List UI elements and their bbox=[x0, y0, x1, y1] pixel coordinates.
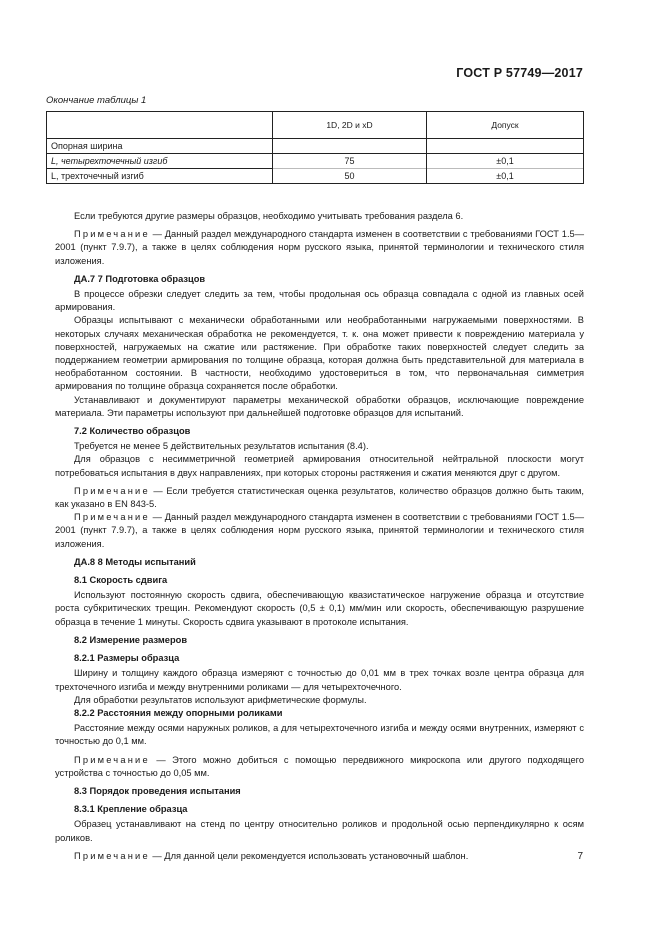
table-row bbox=[47, 169, 584, 184]
note-label: Примечание bbox=[74, 512, 150, 523]
table-header-cell bbox=[47, 112, 273, 139]
document-body bbox=[55, 210, 584, 863]
paragraph: Устанавливают и документируют параметры механической обработки образцов, исключающие повреждение материала. Эти параметры используют при дальнейшей подготовке образцов для испытаний. bbox=[55, 394, 584, 418]
note bbox=[55, 228, 584, 268]
table-cell bbox=[273, 139, 427, 154]
section-heading: ДА.7 7 Подготовка образцов bbox=[74, 273, 206, 284]
note-text: — Этого можно добиться с помощью передвижного микроскопа или другого подходящего устройства с точностью до 0,05 мм. bbox=[55, 754, 584, 778]
table-cell-text: L, четырехточечный изгиб bbox=[51, 156, 168, 166]
section-heading: 8.3 Порядок проведения испытания bbox=[74, 785, 241, 796]
note bbox=[55, 754, 584, 780]
note bbox=[55, 850, 584, 863]
table-cell: 75 bbox=[273, 154, 427, 169]
note bbox=[55, 511, 584, 551]
table-row bbox=[47, 139, 584, 154]
section-heading: 8.2 Измерение размеров bbox=[74, 634, 188, 645]
paragraph: Образцы испытывают с механически обработанными или необработанными нагружаемыми поверхностями. В некоторых случаях механическая обработка не рекомендуется, т. к. она может привести к повреждению материала у поверхностей, нагружаемых на сжатие или растяжение. При обработке таких поверхностей следует следить за поддержанием геометрии армирования по толщине образца, которая должна быть представительной для материала в необработанном состоянии. В частности, необходимо удостовериться в том, что первоначальная симметрия армирования по толщине образца сохраняется после обработки. bbox=[55, 315, 584, 392]
section-heading: 8.2.2 Расстояния между опорными роликами bbox=[74, 707, 283, 718]
note-label: Примечание bbox=[74, 485, 150, 496]
table-cell bbox=[427, 139, 584, 154]
page-number: 7 bbox=[577, 851, 583, 862]
note-text: — Данный раздел международного стандарта изменен в соответствии с требованиями ГОСТ 1.5—2001 (пункт 7.9.7), а также в целях соблюдения норм русского языка, принятой терминологии и технического стиля изложения. bbox=[55, 229, 584, 266]
note-label: Примечание bbox=[74, 850, 150, 861]
table-cell: L, трехточечный изгиб bbox=[47, 169, 273, 184]
table-row bbox=[47, 154, 584, 169]
table-header-cell: Допуск bbox=[427, 112, 584, 139]
paragraph: В процессе обрезки следует следить за тем, чтобы продольная ось образца совпадала с одной из главных осей армирования. bbox=[55, 289, 584, 313]
section-heading: ДА.8 8 Методы испытаний bbox=[74, 556, 196, 567]
table-cell: Опорная ширина bbox=[47, 139, 273, 154]
dimensions-table bbox=[46, 111, 584, 184]
paragraph: Если требуются другие размеры образцов, необходимо учитывать требования раздела 6. bbox=[74, 211, 464, 221]
paragraph: Ширину и толщину каждого образца измеряют с точностью до 0,01 мм в трех точках возле центра образца для трехточечного изгиба и между внутренними роликами — для четырехточечного. bbox=[55, 668, 584, 692]
section-heading: 8.1 Скорость сдвига bbox=[74, 575, 168, 586]
paragraph: Используют постоянную скорость сдвига, обеспечивающую квазистатическое нагружение образца и отсутствие роста субкритических трещин. Рекомендуют скорость (0,5 ± 0,1) мм/мин или скорость, обеспечивающую разрушение образца в течение 1 минуты. Скорость сдвига указывают в протоколе испытания. bbox=[55, 590, 584, 627]
section-heading: 8.3.1 Крепление образца bbox=[74, 804, 188, 815]
table-header-row bbox=[47, 112, 584, 139]
table-cell: ±0,1 bbox=[427, 154, 584, 169]
note-text: — Для данной цели рекомендуется использовать установочный шаблон. bbox=[149, 850, 469, 861]
table-cell: 50 bbox=[273, 169, 427, 184]
table-cell: ±0,1 bbox=[427, 169, 584, 184]
document-header: ГОСТ Р 57749—2017 bbox=[456, 66, 583, 80]
table-caption: Окончание таблицы 1 bbox=[46, 95, 147, 106]
note-text: — Если требуется статистическая оценка результатов, количество образцов должно быть таким, как указано в EN 843-5. bbox=[55, 485, 584, 510]
paragraph: Для обработки результатов используют арифметические формулы. bbox=[74, 694, 367, 705]
table-header-cell: 1D, 2D и xD bbox=[273, 112, 427, 139]
note-label: Примечание bbox=[74, 229, 150, 240]
section-heading: 7.2 Количество образцов bbox=[74, 426, 191, 437]
paragraph: Требуется не менее 5 действительных результатов испытания (8.4). bbox=[74, 441, 369, 452]
paragraph: Образец устанавливают на стенд по центру относительно роликов и продольной осью перпендикулярно к осям роликов. bbox=[55, 819, 584, 843]
paragraph: Для образцов с несимметричной геометрией армирования относительной нейтральной плоскости могут потребоваться испытания в двух направлениях, при которых стороны растяжения и сжатия меняются друг с другом. bbox=[55, 454, 584, 478]
section-heading: 8.2.1 Размеры образца bbox=[74, 653, 180, 664]
note-label: Примечание bbox=[74, 754, 150, 765]
note bbox=[55, 485, 584, 511]
note-text: — Данный раздел международного стандарта изменен в соответствии с требованиями ГОСТ 1.5—2001 (пункт 7.9.7), а также в целях соблюдения норм русского языка, принятой терминологии и технического стиля изложения. bbox=[55, 512, 584, 549]
paragraph: Расстояние между осями наружных роликов, а для четырехточечного изгиба и между осями внутренних, измеряют с точностью до 0,1 мм. bbox=[55, 723, 584, 747]
table-cell bbox=[47, 154, 273, 169]
